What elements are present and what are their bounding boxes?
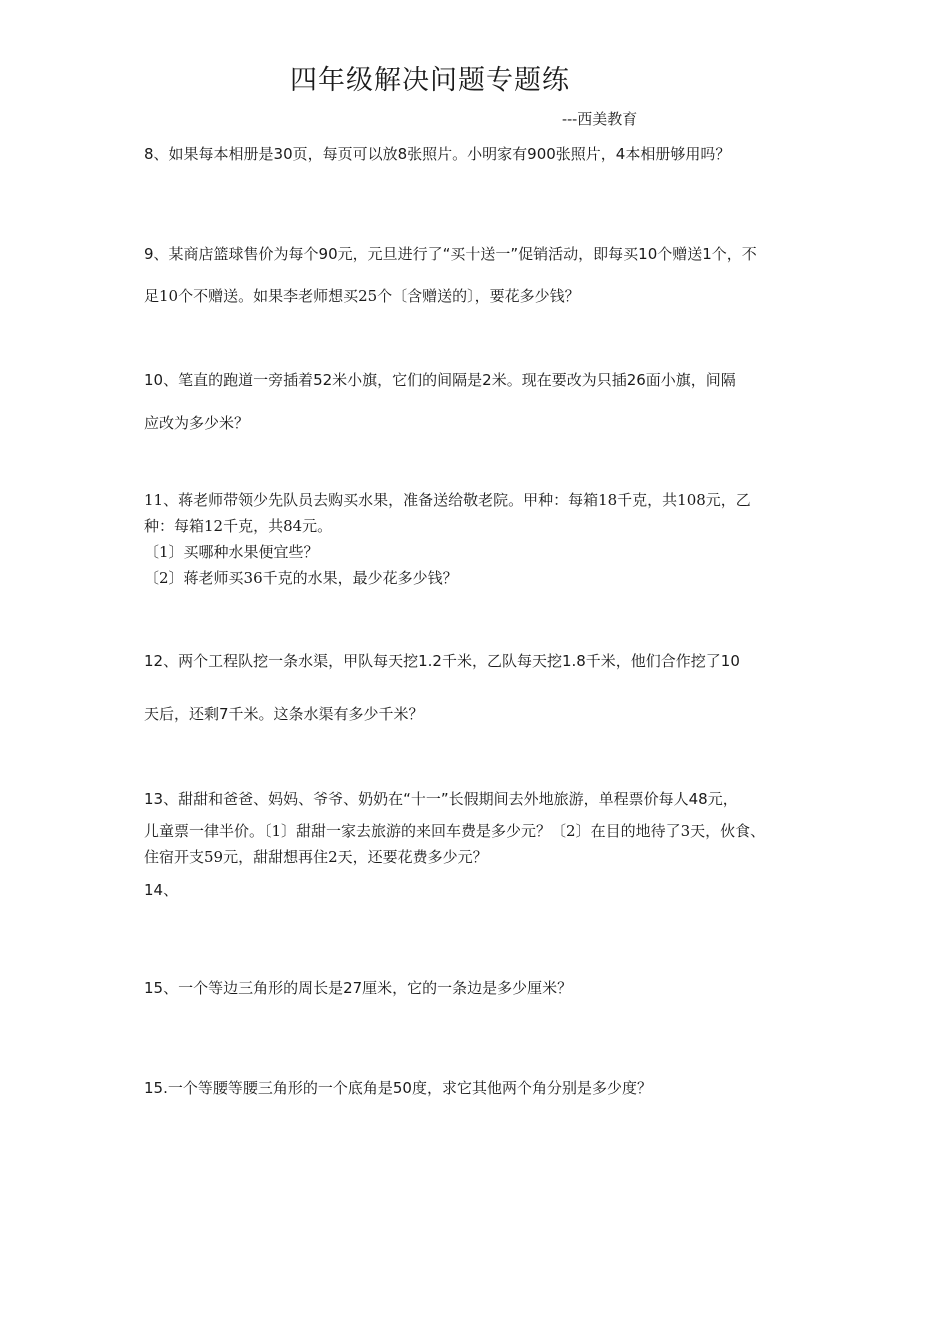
page-title: 四年级解决问题专题练 [290, 65, 570, 96]
question-12-line-2: 天后，还剩7千米。这条水渠有多少千米？ [144, 705, 424, 723]
question-10-line-2: 应改为多少米？ [144, 414, 250, 432]
question-11-sub-2: 〔2〕蒋老师买36千克的水果，最少花多少钱？ [144, 569, 458, 587]
page-subtitle: ---西美教育 [562, 110, 638, 128]
question-14: 14、 [144, 881, 179, 899]
question-15-isosceles: 15.一个等腰等腰三角形的一个底角是50度，求它其他两个角分别是多少度？ [144, 1079, 652, 1097]
question-11-line-1: 11、蒋老师带领少先队员去购买水果，准备送给敬老院。甲种：每箱18千克，共108元，乙 [144, 491, 751, 509]
question-13-line-1: 13、甜甜和爸爸、妈妈、爷爷、奶奶在“十一”长假期间去外地旅游，单程票价每人48元， [144, 790, 738, 808]
question-11-sub-1: 〔1〕买哪种水果便宜些？ [144, 543, 319, 561]
question-15-equilateral: 15、一个等边三角形的周长是27厘米，它的一条边是多少厘米？ [144, 979, 573, 997]
question-9-line-2: 足10个不赠送。如果李老师想买25个〔含赠送的〕，要花多少钱？ [144, 287, 580, 305]
question-8: 8、如果每本相册是30页，每页可以放8张照片。小明家有900张照片，4本相册够用吗？ [144, 145, 731, 163]
question-12-line-1: 12、两个工程队挖一条水渠，甲队每天挖1.2千米，乙队每天挖1.8千米，他们合作挖了10 [144, 652, 740, 670]
question-13-line-3: 住宿开支59元，甜甜想再住2天，还要花费多少元？ [144, 848, 488, 866]
question-9-line-1: 9、某商店篮球售价为每个90元，元旦进行了“买十送一”促销活动，即每买10个赠送1个，不 [144, 245, 757, 263]
question-11-line-2: 种：每箱12千克，共84元。 [144, 517, 333, 535]
question-10-line-1: 10、笔直的跑道一旁插着52米小旗，它们的间隔是2米。现在要改为只插26面小旗，间隔 [144, 371, 736, 389]
question-13-line-2: 儿童票一律半价。〔1〕甜甜一家去旅游的来回车费是多少元？〔2〕在目的地待了3天，伙食、 [144, 822, 766, 840]
